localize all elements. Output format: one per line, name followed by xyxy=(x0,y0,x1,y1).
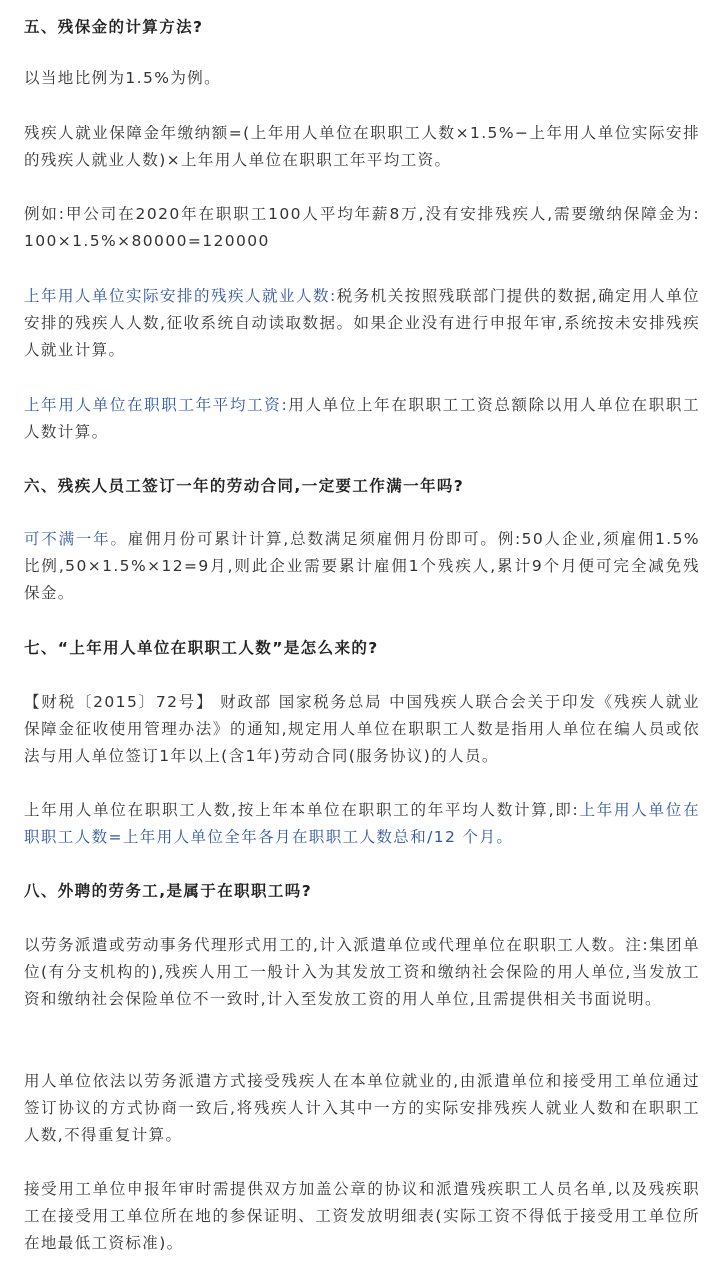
section-7-paragraph-2 xyxy=(24,797,700,851)
section-5-paragraph-1: 以当地比例为1.5%为例。 xyxy=(24,69,222,87)
paragraph-text: 雇佣月份可累计计算,总数满足须雇佣月份即可。例:50人企业,须雇佣1.5%比例,50×1.5%×12=9月,则此企业需要累计雇佣1个残疾人,累计9个月便可完全减免残保金。 xyxy=(24,530,701,602)
paragraph-text: 上年用人单位在职职工人数,按上年本单位在职职工的年平均人数计算,即: xyxy=(24,801,580,819)
section-5-paragraph-4 xyxy=(24,283,700,364)
highlight-term-not-full-year: 可不满一年。 xyxy=(24,530,128,548)
section-8-paragraph-2: 用人单位依法以劳务派遣方式接受残疾人在本单位就业的,由派遣单位和接受用工单位通过签订协议的方式协商一致后,将残疾人计入其中一方的实际安排残疾人就业人数和在职职工人数,不得重复计算。 xyxy=(24,1072,700,1144)
section-6-paragraph-1 xyxy=(24,526,700,607)
section-5-heading: 五、残保金的计算方法? xyxy=(24,18,204,36)
section-5-paragraph-5 xyxy=(24,392,700,446)
section-7-heading: 七、“上年用人单位在职职工人数”是怎么来的? xyxy=(24,639,379,657)
section-8-paragraph-1: 以劳务派遣或劳动事务代理形式用工的,计入派遣单位或代理单位在职职工人数。注:集团单位(有分支机构的),残疾人用工一般计入为其发放工资和缴纳社会保险的用人单位,当发放工资和缴纳社会保险单位不一致时,计入至发放工资的用人单位,且需提供相关书面说明。 xyxy=(24,936,700,1008)
section-8-paragraph-3: 接受用工单位申报年审时需提供双方加盖公章的协议和派遣残疾职工人员名单,以及残疾职工在接受用工单位所在地的参保证明、工资发放明细表(实际工资不得低于接受用工单位所在地最低工资标准)。 xyxy=(24,1180,700,1252)
paragraph-text: 用人单位上年在职职工工资总额除以用人单位在职职工人数计算。 xyxy=(24,396,700,441)
paragraph-text: 税务机关按照残联部门提供的数据,确定用人单位安排的残疾人人数,征收系统自动读取数据。如果企业没有进行申报年审,系统按未安排残疾人就业计算。 xyxy=(24,287,701,359)
section-8-heading: 八、外聘的劳务工,是属于在职职工吗? xyxy=(24,882,313,900)
highlight-term-employee-count-formula: 上年用人单位在职职工人数=上年用人单位全年各月在职职工人数总和/12 个月。 xyxy=(24,801,700,846)
highlight-term-disabled-employed-count: 上年用人单位实际安排的残疾人就业人数: xyxy=(24,287,337,305)
section-7-paragraph-1: 【财税〔2015〕72号】 财政部 国家税务总局 中国残疾人联合会关于印发《残疾人就业保障金征收使用管理办法》的通知,规定用人单位在职职工人数是指用人单位在编人员或依法与用人单位签订1年以上(含1年)劳动合同(服务协议)的人员。 xyxy=(24,693,700,765)
section-5-example-paragraph: 例如:甲公司在2020年在职职工100人平均年薪8万,没有安排残疾人,需要缴纳保障金为: 100×1.5%×80000=120000 xyxy=(24,205,700,250)
section-6-heading: 六、残疾人员工签订一年的劳动合同,一定要工作满一年吗? xyxy=(24,477,465,495)
section-5-formula-paragraph: 残疾人就业保障金年缴纳额=(上年用人单位在职职工人数×1.5%−上年用人单位实际安排的残疾人就业人数)×上年用人单位在职职工年平均工资。 xyxy=(24,124,700,169)
highlight-term-average-wage: 上年用人单位在职职工年平均工资: xyxy=(24,396,289,414)
